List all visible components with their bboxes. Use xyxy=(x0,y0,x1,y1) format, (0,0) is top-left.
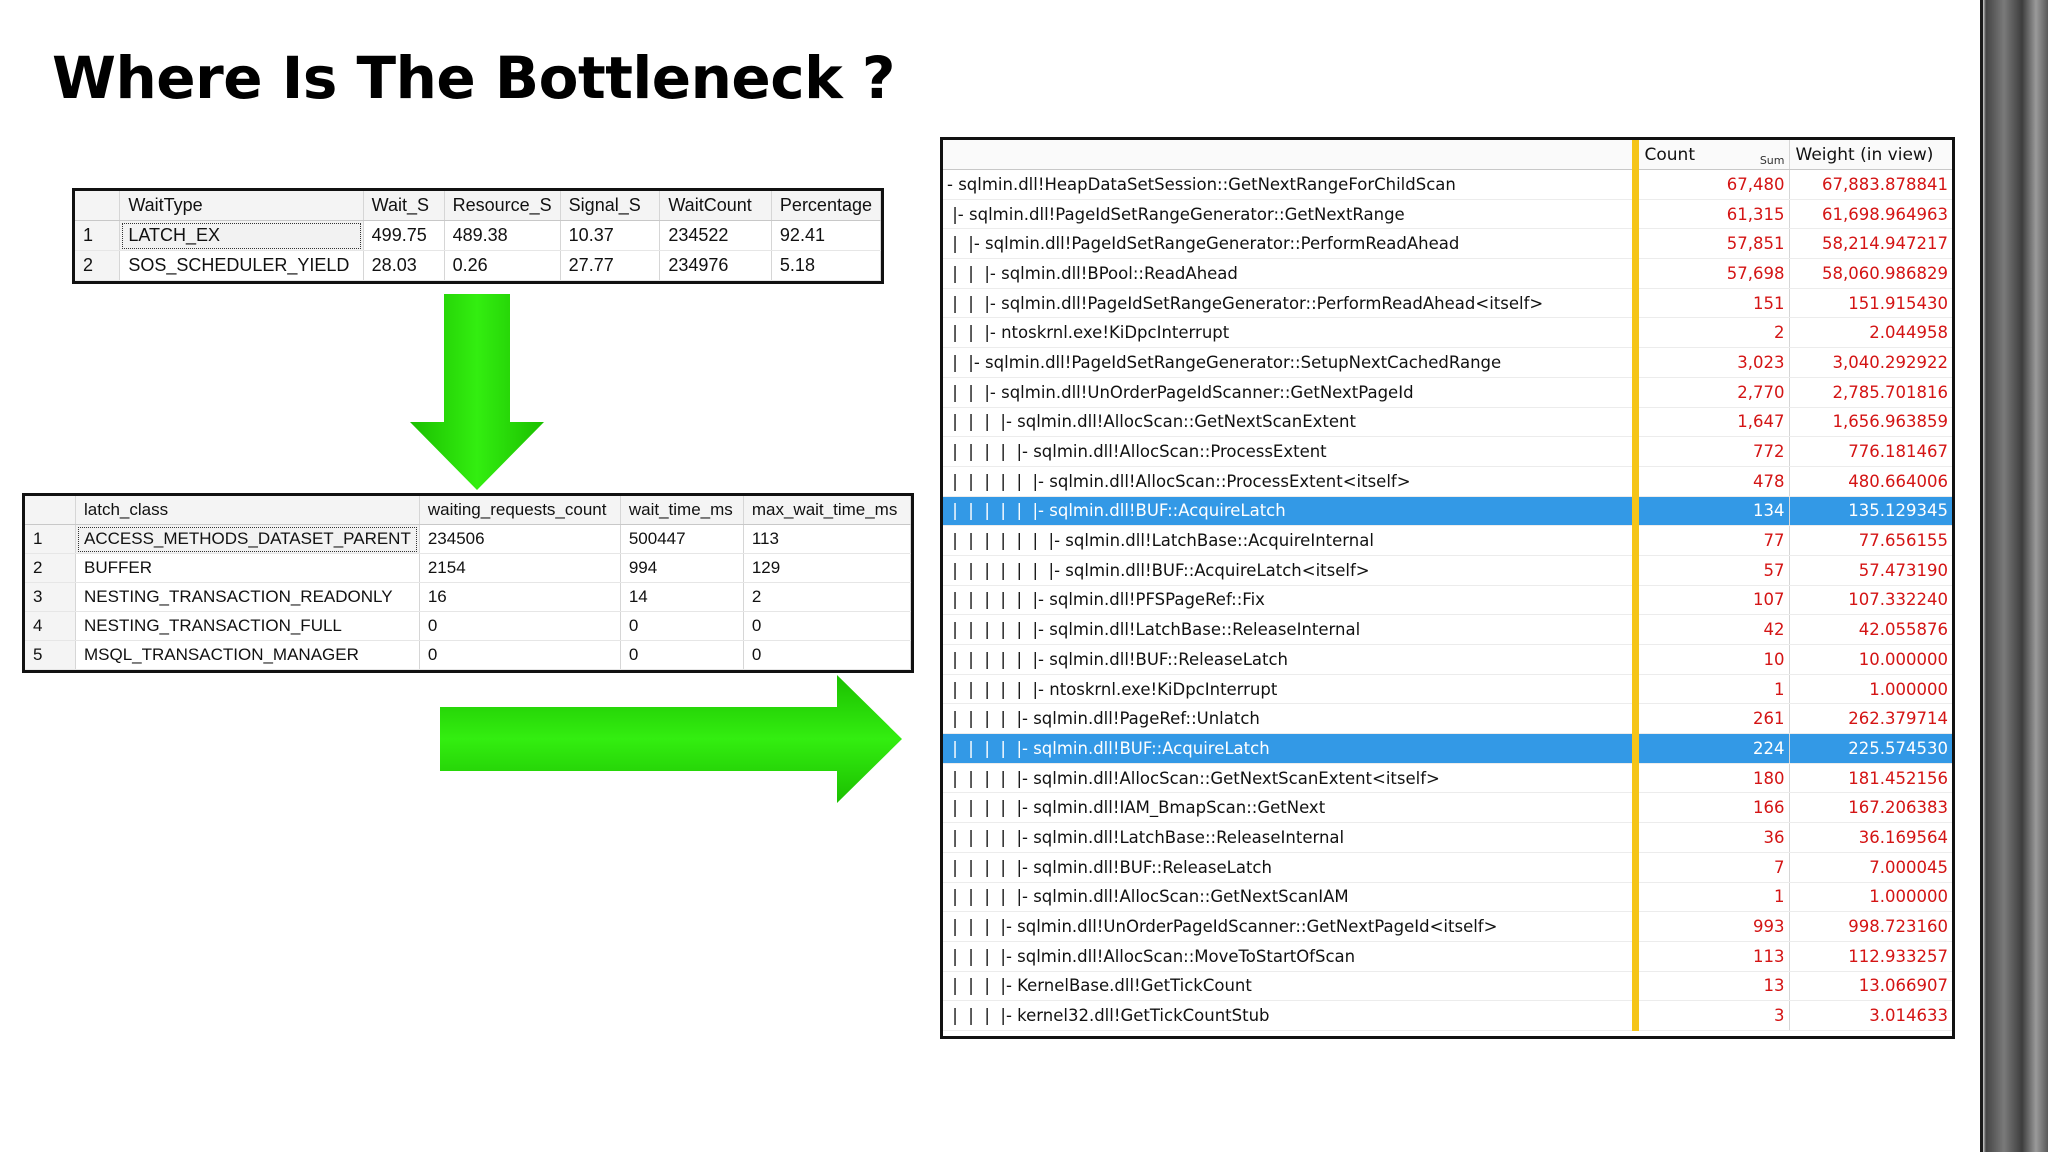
stack-trace-grid[interactable] xyxy=(940,137,1955,1039)
stack-trace-table xyxy=(943,140,1952,1031)
weight-cell[interactable]: 181.452156 xyxy=(1789,763,1952,793)
signal-s-cell[interactable]: 27.77 xyxy=(560,251,660,281)
count-cell[interactable]: 1 xyxy=(1635,882,1789,912)
stack-trace-header-weight[interactable]: Weight (in view) xyxy=(1789,140,1952,170)
table-row[interactable] xyxy=(943,912,1952,942)
weight-cell[interactable]: 480.664006 xyxy=(1789,466,1952,496)
function-cell[interactable]: |- sqlmin.dll!PageIdSetRangeGenerator::GetNextRange xyxy=(943,199,1635,229)
weight-cell[interactable]: 36.169564 xyxy=(1789,823,1952,853)
wait-time-cell[interactable]: 994 xyxy=(620,554,743,583)
waiting-requests-cell[interactable]: 2154 xyxy=(419,554,620,583)
wait-time-cell[interactable]: 0 xyxy=(620,641,743,670)
weight-cell[interactable]: 67,883.878841 xyxy=(1789,170,1952,200)
function-cell[interactable]: | | | |- KernelBase.dll!GetTickCount xyxy=(943,971,1635,1001)
count-cell[interactable]: 166 xyxy=(1635,793,1789,823)
percentage-cell[interactable]: 5.18 xyxy=(771,251,880,281)
weight-cell[interactable]: 3,040.292922 xyxy=(1789,348,1952,378)
weight-cell[interactable]: 167.206383 xyxy=(1789,793,1952,823)
count-cell[interactable]: 107 xyxy=(1635,585,1789,615)
latch-stats-header-latch-class[interactable]: latch_class xyxy=(76,496,420,525)
weight-cell[interactable]: 2.044958 xyxy=(1789,318,1952,348)
count-cell[interactable]: 10 xyxy=(1635,645,1789,675)
table-row[interactable] xyxy=(943,555,1952,585)
function-cell[interactable]: | | | |- sqlmin.dll!UnOrderPageIdScanner::GetNextPageId<itself> xyxy=(943,912,1635,942)
function-cell[interactable]: | | | | |- sqlmin.dll!IAM_BmapScan::GetNext xyxy=(943,793,1635,823)
function-cell[interactable]: | | | | |- sqlmin.dll!AllocScan::ProcessExtent xyxy=(943,437,1635,467)
count-cell[interactable]: 42 xyxy=(1635,615,1789,645)
function-cell[interactable]: | | |- sqlmin.dll!UnOrderPageIdScanner::GetNextPageId xyxy=(943,377,1635,407)
table-row[interactable] xyxy=(25,641,911,670)
row-number: 3 xyxy=(25,583,76,612)
waiting-requests-cell[interactable]: 0 xyxy=(419,612,620,641)
wait-type-cell[interactable]: LATCH_EX xyxy=(120,221,363,251)
function-cell[interactable]: | | | | |- sqlmin.dll!PageRef::Unlatch xyxy=(943,704,1635,734)
function-cell[interactable]: | | | |- kernel32.dll!GetTickCountStub xyxy=(943,1001,1635,1031)
function-cell[interactable]: | |- sqlmin.dll!PageIdSetRangeGenerator::SetupNextCachedRange xyxy=(943,348,1635,378)
function-cell[interactable]: | | | | |- sqlmin.dll!LatchBase::ReleaseInternal xyxy=(943,823,1635,853)
weight-cell[interactable]: 1.000000 xyxy=(1789,882,1952,912)
count-cell[interactable]: 36 xyxy=(1635,823,1789,853)
wait-type-cell[interactable]: SOS_SCHEDULER_YIELD xyxy=(120,251,363,281)
latch-stats-grid[interactable] xyxy=(22,493,914,673)
function-cell[interactable]: | |- sqlmin.dll!PageIdSetRangeGenerator::PerformReadAhead xyxy=(943,229,1635,259)
function-cell[interactable]: | | | | | |- sqlmin.dll!AllocScan::ProcessExtent<itself> xyxy=(943,466,1635,496)
wait-time-cell[interactable]: 500447 xyxy=(620,525,743,554)
decorative-edge-band xyxy=(1978,0,2048,1152)
count-cell[interactable]: 57,851 xyxy=(1635,229,1789,259)
table-row[interactable] xyxy=(25,583,911,612)
weight-cell[interactable]: 112.933257 xyxy=(1789,941,1952,971)
function-cell[interactable]: | | | | |- sqlmin.dll!AllocScan::GetNextScanIAM xyxy=(943,882,1635,912)
weight-cell[interactable]: 1,656.963859 xyxy=(1789,407,1952,437)
function-cell[interactable]: | | | | | | |- sqlmin.dll!LatchBase::AcquireInternal xyxy=(943,526,1635,556)
table-row[interactable] xyxy=(943,763,1952,793)
table-row[interactable] xyxy=(943,496,1952,526)
weight-cell[interactable]: 225.574530 xyxy=(1789,734,1952,764)
latch-stats-table xyxy=(25,496,911,670)
function-cell[interactable]: | | | | | | |- sqlmin.dll!BUF::AcquireLatch<itself> xyxy=(943,555,1635,585)
function-cell[interactable]: | | |- sqlmin.dll!BPool::ReadAhead xyxy=(943,259,1635,289)
weight-cell[interactable]: 998.723160 xyxy=(1789,912,1952,942)
wait-s-cell[interactable]: 28.03 xyxy=(363,251,444,281)
stack-trace-header-function[interactable] xyxy=(943,140,1635,170)
table-row[interactable] xyxy=(943,318,1952,348)
count-cell[interactable]: 478 xyxy=(1635,466,1789,496)
count-cell[interactable]: 151 xyxy=(1635,288,1789,318)
table-row[interactable] xyxy=(943,882,1952,912)
latch-class-cell[interactable]: NESTING_TRANSACTION_FULL xyxy=(76,612,420,641)
latch-class-cell[interactable]: MSQL_TRANSACTION_MANAGER xyxy=(76,641,420,670)
count-cell[interactable]: 993 xyxy=(1635,912,1789,942)
page-title: Where Is The Bottleneck ? xyxy=(52,44,896,112)
weight-cell[interactable]: 61,698.964963 xyxy=(1789,199,1952,229)
function-cell[interactable]: | | | | |- sqlmin.dll!BUF::ReleaseLatch xyxy=(943,852,1635,882)
count-header-label: Count xyxy=(1644,144,1695,165)
weight-cell[interactable]: 7.000045 xyxy=(1789,852,1952,882)
function-cell[interactable]: | | | |- sqlmin.dll!AllocScan::MoveToStartOfScan xyxy=(943,941,1635,971)
max-wait-time-cell[interactable]: 0 xyxy=(743,612,910,641)
table-row[interactable] xyxy=(943,407,1952,437)
wait-time-cell[interactable]: 14 xyxy=(620,583,743,612)
table-row[interactable] xyxy=(75,251,881,281)
table-row[interactable] xyxy=(943,941,1952,971)
table-row[interactable] xyxy=(25,554,911,583)
wait-stats-header-waittype[interactable]: WaitType xyxy=(120,191,363,221)
latch-stats-header-wait-time[interactable]: wait_time_ms xyxy=(620,496,743,525)
count-cell[interactable]: 2 xyxy=(1635,318,1789,348)
function-cell[interactable]: | | | | | |- sqlmin.dll!PFSPageRef::Fix xyxy=(943,585,1635,615)
function-cell[interactable]: | | | | | |- ntoskrnl.exe!KiDpcInterrupt xyxy=(943,674,1635,704)
weight-cell[interactable]: 1.000000 xyxy=(1789,674,1952,704)
wait-stats-rownum-header xyxy=(75,191,120,221)
wait-stats-header-wait-s[interactable]: Wait_S xyxy=(363,191,444,221)
count-cell[interactable]: 13 xyxy=(1635,971,1789,1001)
row-number: 2 xyxy=(75,251,120,281)
table-row[interactable] xyxy=(943,585,1952,615)
latch-class-cell[interactable]: BUFFER xyxy=(76,554,420,583)
table-row[interactable] xyxy=(943,377,1952,407)
count-sum-label: Sum xyxy=(1759,154,1785,167)
table-row[interactable] xyxy=(943,971,1952,1001)
max-wait-time-cell[interactable]: 2 xyxy=(743,583,910,612)
waiting-requests-cell[interactable]: 234506 xyxy=(419,525,620,554)
stack-trace-header-count[interactable] xyxy=(1635,140,1789,170)
function-cell[interactable]: | | | | |- sqlmin.dll!AllocScan::GetNextScanExtent<itself> xyxy=(943,763,1635,793)
waiting-requests-cell[interactable]: 0 xyxy=(419,641,620,670)
count-cell[interactable]: 772 xyxy=(1635,437,1789,467)
table-row[interactable] xyxy=(943,259,1952,289)
down-arrow-icon xyxy=(410,294,544,490)
row-number: 5 xyxy=(25,641,76,670)
table-row[interactable] xyxy=(943,645,1952,675)
count-cell[interactable]: 3,023 xyxy=(1635,348,1789,378)
function-cell[interactable]: | | | | |- sqlmin.dll!BUF::AcquireLatch xyxy=(943,734,1635,764)
stack-trace-header-row xyxy=(943,140,1952,170)
decorative-edge-line xyxy=(1980,0,1983,1152)
table-row[interactable] xyxy=(943,437,1952,467)
row-number: 2 xyxy=(25,554,76,583)
weight-cell[interactable]: 776.181467 xyxy=(1789,437,1952,467)
wait-stats-header-signal-s[interactable]: Signal_S xyxy=(560,191,660,221)
right-arrow-icon xyxy=(440,675,902,803)
wait-stats-header-row xyxy=(75,191,881,221)
count-cell[interactable]: 3 xyxy=(1635,1001,1789,1031)
table-row[interactable] xyxy=(943,1001,1952,1031)
max-wait-time-cell[interactable]: 113 xyxy=(743,525,910,554)
count-cell[interactable]: 61,315 xyxy=(1635,199,1789,229)
weight-cell[interactable]: 151.915430 xyxy=(1789,288,1952,318)
wait-stats-table xyxy=(75,191,881,281)
table-row[interactable] xyxy=(943,170,1952,200)
weight-cell[interactable]: 57.473190 xyxy=(1789,555,1952,585)
weight-cell[interactable]: 10.000000 xyxy=(1789,645,1952,675)
row-number: 1 xyxy=(75,221,120,251)
signal-s-cell[interactable]: 10.37 xyxy=(560,221,660,251)
wait-stats-header-resource-s[interactable]: Resource_S xyxy=(444,191,560,221)
function-cell[interactable]: | | | | | |- sqlmin.dll!BUF::ReleaseLatch xyxy=(943,645,1635,675)
weight-cell[interactable]: 58,214.947217 xyxy=(1789,229,1952,259)
weight-cell[interactable]: 77.656155 xyxy=(1789,526,1952,556)
weight-cell[interactable]: 13.066907 xyxy=(1789,971,1952,1001)
count-cell[interactable]: 113 xyxy=(1635,941,1789,971)
table-row[interactable] xyxy=(943,526,1952,556)
weight-cell[interactable]: 2,785.701816 xyxy=(1789,377,1952,407)
latch-class-cell[interactable]: ACCESS_METHODS_DATASET_PARENT xyxy=(76,525,420,554)
count-cell[interactable]: 2,770 xyxy=(1635,377,1789,407)
weight-cell[interactable]: 135.129345 xyxy=(1789,496,1952,526)
table-row[interactable] xyxy=(943,674,1952,704)
function-cell[interactable]: | | |- ntoskrnl.exe!KiDpcInterrupt xyxy=(943,318,1635,348)
table-row[interactable] xyxy=(943,734,1952,764)
table-row[interactable] xyxy=(943,229,1952,259)
count-cell[interactable]: 134 xyxy=(1635,496,1789,526)
count-cell[interactable]: 1,647 xyxy=(1635,407,1789,437)
weight-cell[interactable]: 262.379714 xyxy=(1789,704,1952,734)
wait-stats-header-percentage[interactable]: Percentage xyxy=(771,191,880,221)
latch-stats-header-waiting-requests[interactable]: waiting_requests_count xyxy=(419,496,620,525)
count-cell[interactable]: 261 xyxy=(1635,704,1789,734)
count-cell[interactable]: 7 xyxy=(1635,852,1789,882)
function-cell[interactable]: | | |- sqlmin.dll!PageIdSetRangeGenerator::PerformReadAhead<itself> xyxy=(943,288,1635,318)
wait-stats-grid[interactable] xyxy=(72,188,884,284)
count-cell[interactable]: 1 xyxy=(1635,674,1789,704)
function-cell[interactable]: - sqlmin.dll!HeapDataSetSession::GetNextRangeForChildScan xyxy=(943,170,1635,200)
latch-stats-header-row xyxy=(25,496,911,525)
count-cell[interactable]: 180 xyxy=(1635,763,1789,793)
table-row[interactable] xyxy=(943,466,1952,496)
wait-stats-header-waitcount[interactable]: WaitCount xyxy=(660,191,772,221)
weight-cell[interactable]: 42.055876 xyxy=(1789,615,1952,645)
count-cell[interactable]: 77 xyxy=(1635,526,1789,556)
weight-cell[interactable]: 58,060.986829 xyxy=(1789,259,1952,289)
count-cell[interactable]: 224 xyxy=(1635,734,1789,764)
latch-stats-rownum-header xyxy=(25,496,76,525)
count-cell[interactable]: 57,698 xyxy=(1635,259,1789,289)
latch-stats-header-max-wait-time[interactable]: max_wait_time_ms xyxy=(743,496,910,525)
function-cell[interactable]: | | | | | |- sqlmin.dll!BUF::AcquireLatch xyxy=(943,496,1635,526)
table-row[interactable] xyxy=(943,615,1952,645)
table-row[interactable] xyxy=(943,199,1952,229)
row-number: 4 xyxy=(25,612,76,641)
weight-cell[interactable]: 3.014633 xyxy=(1789,1001,1952,1031)
table-row[interactable] xyxy=(943,704,1952,734)
table-row[interactable] xyxy=(75,221,881,251)
table-row[interactable] xyxy=(943,852,1952,882)
weight-cell[interactable]: 107.332240 xyxy=(1789,585,1952,615)
percentage-cell[interactable]: 92.41 xyxy=(771,221,880,251)
waiting-requests-cell[interactable]: 16 xyxy=(419,583,620,612)
table-row[interactable] xyxy=(25,525,911,554)
wait-s-cell[interactable]: 499.75 xyxy=(363,221,444,251)
table-row[interactable] xyxy=(943,348,1952,378)
table-row[interactable] xyxy=(943,823,1952,853)
table-row[interactable] xyxy=(25,612,911,641)
table-row[interactable] xyxy=(943,288,1952,318)
latch-class-cell[interactable]: NESTING_TRANSACTION_READONLY xyxy=(76,583,420,612)
resource-s-cell[interactable]: 0.26 xyxy=(444,251,560,281)
waitcount-cell[interactable]: 234522 xyxy=(660,221,772,251)
stack-trace-body xyxy=(943,170,1952,1031)
resource-s-cell[interactable]: 489.38 xyxy=(444,221,560,251)
count-cell[interactable]: 67,480 xyxy=(1635,170,1789,200)
waitcount-cell[interactable]: 234976 xyxy=(660,251,772,281)
function-cell[interactable]: | | | |- sqlmin.dll!AllocScan::GetNextScanExtent xyxy=(943,407,1635,437)
function-cell[interactable]: | | | | | |- sqlmin.dll!LatchBase::ReleaseInternal xyxy=(943,615,1635,645)
max-wait-time-cell[interactable]: 129 xyxy=(743,554,910,583)
count-cell[interactable]: 57 xyxy=(1635,555,1789,585)
wait-time-cell[interactable]: 0 xyxy=(620,612,743,641)
table-row[interactable] xyxy=(943,793,1952,823)
row-number: 1 xyxy=(25,525,76,554)
max-wait-time-cell[interactable]: 0 xyxy=(743,641,910,670)
